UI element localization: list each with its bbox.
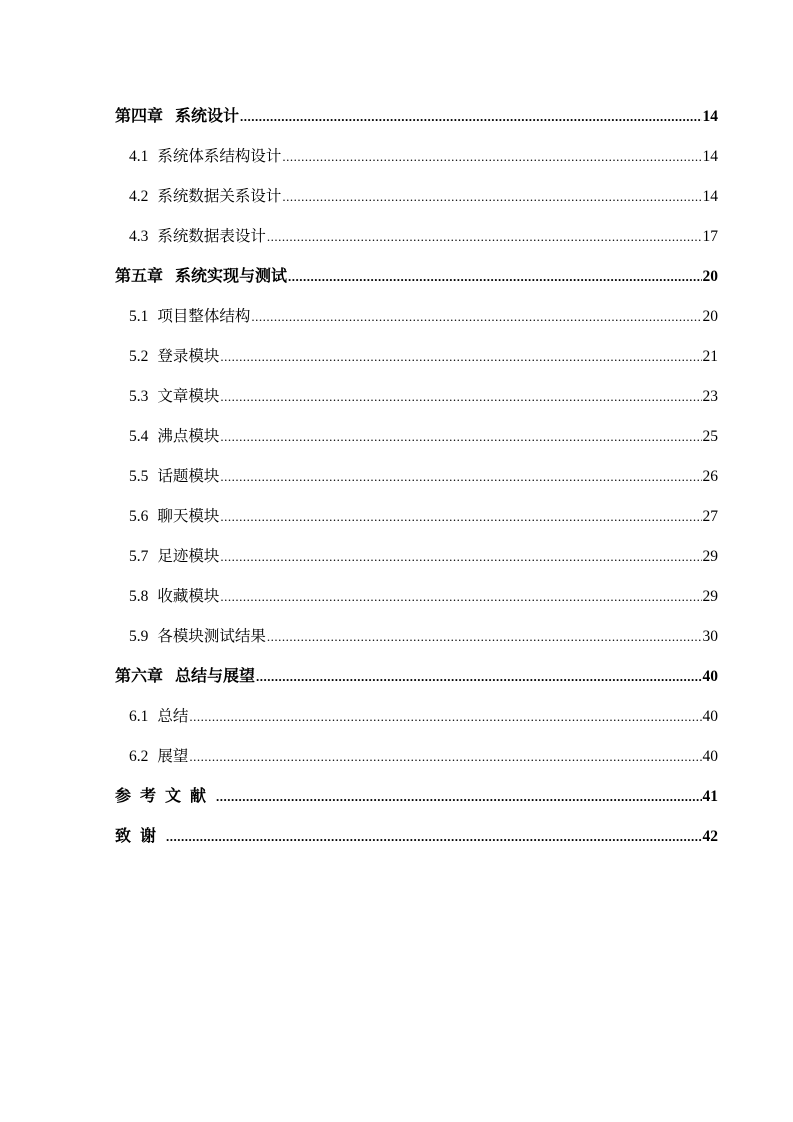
toc-title: 文章模块 — [157, 387, 220, 405]
toc-page-number: 41 — [702, 788, 718, 805]
toc-number: 第四章 — [115, 106, 164, 125]
toc-section-5-3[interactable] — [115, 382, 718, 422]
toc-title: 项目整体结构 — [157, 307, 251, 325]
toc-chapter-4[interactable] — [115, 102, 718, 142]
toc-section-4-3[interactable] — [115, 222, 718, 262]
toc-page-number: 20 — [702, 308, 718, 325]
toc-section-5-7[interactable] — [115, 542, 718, 582]
toc-section-4-1[interactable] — [115, 142, 718, 182]
toc-title: 总结与展望 — [175, 666, 256, 685]
toc-title: 聊天模块 — [157, 507, 220, 525]
toc-page-number: 21 — [702, 348, 718, 365]
toc-acknowledgements[interactable] — [115, 822, 718, 862]
toc-number: 4.1 — [129, 148, 149, 165]
toc-number: 5.8 — [129, 588, 149, 605]
toc-number: 第六章 — [115, 666, 164, 685]
toc-section-5-9[interactable] — [115, 622, 718, 662]
toc-leader-dots — [189, 743, 701, 771]
toc-page-number: 25 — [702, 428, 718, 445]
toc-chapter-6[interactable] — [115, 662, 718, 702]
table-of-contents — [115, 102, 718, 862]
toc-references[interactable] — [115, 782, 718, 822]
toc-number: 5.3 — [129, 388, 149, 405]
toc-title: 系统数据表设计 — [157, 227, 266, 245]
toc-section-5-4[interactable] — [115, 422, 718, 462]
toc-leader-dots — [220, 463, 701, 491]
toc-leader-dots — [240, 103, 701, 131]
toc-leader-dots — [282, 183, 701, 211]
toc-number: 6.2 — [129, 748, 149, 765]
toc-title: 系统设计 — [175, 106, 240, 125]
toc-title: 系统实现与测试 — [175, 266, 288, 285]
toc-leader-dots — [256, 663, 701, 691]
toc-leader-dots — [282, 143, 701, 171]
toc-title: 系统体系结构设计 — [157, 147, 282, 165]
toc-page-number: 17 — [702, 228, 718, 245]
toc-section-5-2[interactable] — [115, 342, 718, 382]
toc-leader-dots — [220, 343, 701, 371]
toc-page-number: 30 — [702, 628, 718, 645]
toc-title: 致谢 — [115, 826, 166, 845]
toc-page-number: 23 — [702, 388, 718, 405]
toc-number: 5.4 — [129, 428, 149, 445]
toc-page-number: 40 — [702, 668, 718, 685]
toc-leader-dots — [220, 583, 701, 611]
toc-section-5-8[interactable] — [115, 582, 718, 622]
toc-number: 5.7 — [129, 548, 149, 565]
toc-title: 展望 — [157, 747, 189, 765]
toc-number: 6.1 — [129, 708, 149, 725]
toc-leader-dots — [216, 783, 701, 811]
toc-number: 4.2 — [129, 188, 149, 205]
toc-chapter-5[interactable] — [115, 262, 718, 302]
toc-page-number: 29 — [702, 548, 718, 565]
toc-leader-dots — [220, 383, 701, 411]
toc-section-6-1[interactable] — [115, 702, 718, 742]
toc-page-number: 14 — [702, 148, 718, 165]
toc-leader-dots — [166, 823, 701, 851]
toc-title: 沸点模块 — [157, 427, 220, 445]
toc-leader-dots — [220, 503, 701, 531]
toc-title: 收藏模块 — [157, 587, 220, 605]
toc-number: 5.2 — [129, 348, 149, 365]
toc-leader-dots — [288, 263, 701, 291]
toc-section-5-5[interactable] — [115, 462, 718, 502]
toc-leader-dots — [189, 703, 701, 731]
toc-leader-dots — [267, 623, 702, 651]
toc-section-5-6[interactable] — [115, 502, 718, 542]
toc-leader-dots — [220, 423, 701, 451]
toc-section-6-2[interactable] — [115, 742, 718, 782]
toc-title: 各模块测试结果 — [157, 627, 266, 645]
toc-number: 5.9 — [129, 628, 149, 645]
toc-page-number: 20 — [702, 268, 718, 285]
toc-leader-dots — [220, 543, 701, 571]
toc-page-number: 26 — [702, 468, 718, 485]
toc-title: 足迹模块 — [157, 547, 220, 565]
toc-page-number: 14 — [702, 108, 718, 125]
toc-title: 系统数据关系设计 — [157, 187, 282, 205]
toc-page-number: 27 — [702, 508, 718, 525]
toc-number: 4.3 — [129, 228, 149, 245]
toc-section-5-1[interactable] — [115, 302, 718, 342]
toc-leader-dots — [251, 303, 701, 331]
toc-title: 话题模块 — [157, 467, 220, 485]
toc-leader-dots — [267, 223, 702, 251]
toc-title: 登录模块 — [157, 347, 220, 365]
toc-title: 总结 — [157, 707, 189, 725]
toc-page-number: 14 — [702, 188, 718, 205]
toc-title: 参考文献 — [115, 786, 216, 805]
toc-number: 5.1 — [129, 308, 149, 325]
toc-page-number: 40 — [702, 708, 718, 725]
toc-number: 5.5 — [129, 468, 149, 485]
toc-page-number: 29 — [702, 588, 718, 605]
toc-section-4-2[interactable] — [115, 182, 718, 222]
toc-number: 第五章 — [115, 266, 164, 285]
toc-page-number: 40 — [702, 748, 718, 765]
toc-number: 5.6 — [129, 508, 149, 525]
toc-page-number: 42 — [702, 828, 718, 845]
